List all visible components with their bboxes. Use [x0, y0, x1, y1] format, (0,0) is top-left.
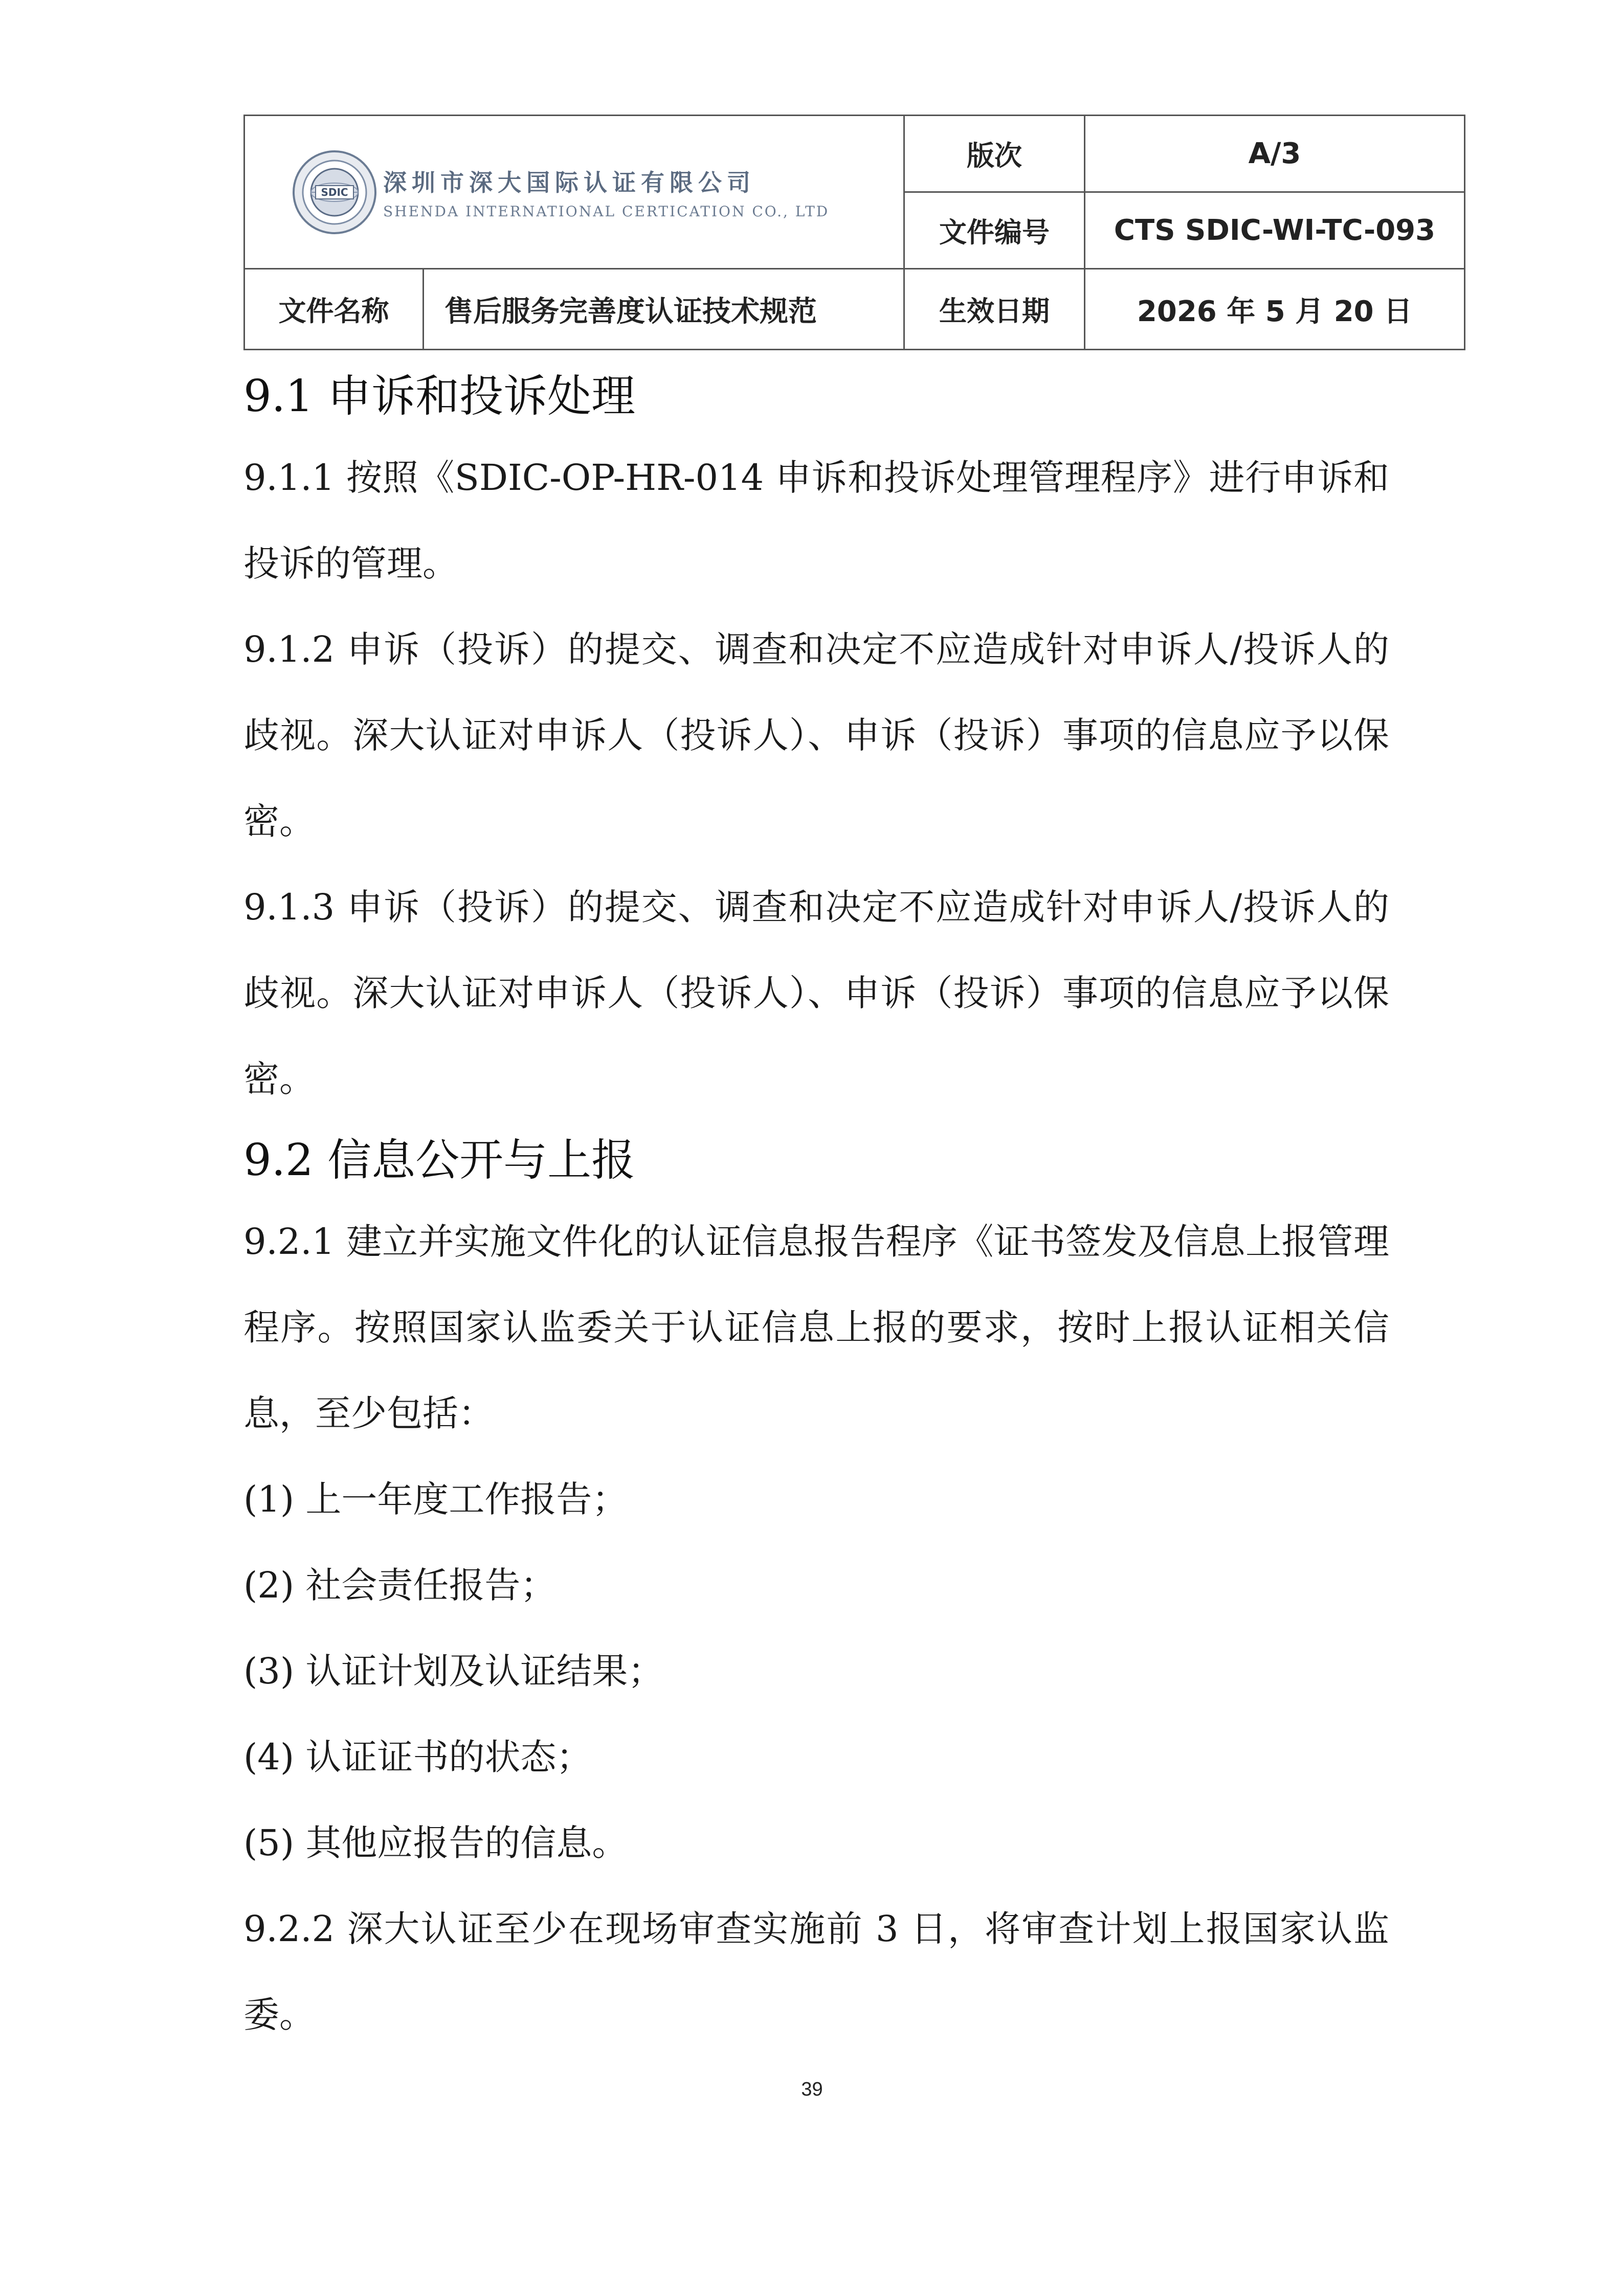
list-item: (4) 认证证书的状态；	[243, 1736, 592, 1778]
paragraph-9-1-2: 9.1.2 申诉（投诉）的提交、调查和决定不应造成针对申诉人/投诉人的歧视。深大认证对申诉人（投诉人）、申诉（投诉）事项的信息应予以保密。	[243, 628, 1389, 842]
effective-date-label: 生效日期	[904, 269, 1085, 350]
version-value: A/3	[1085, 116, 1465, 192]
doc-number-value: CTS SDIC-WI-TC-093	[1085, 192, 1465, 269]
effective-date-value: 2026 年 5 月 20 日	[1085, 269, 1465, 350]
company-name-cn: 深圳市深大国际认证有限公司	[383, 169, 755, 196]
sdic-emblem-icon	[291, 149, 378, 236]
paragraph-9-2-1: 9.2.1 建立并实施文件化的认证信息报告程序《证书签发及信息上报管理程序。按照国家认监委关于认证信息上报的要求，按时上报认证相关信息，至少包括：	[243, 1221, 1389, 1434]
list-item: (1) 上一年度工作报告；	[243, 1478, 628, 1520]
paragraph-9-1-1: 9.1.1 按照《SDIC-OP-HR-014 申诉和投诉处理管理程序》进行申诉和投诉的管理。	[243, 457, 1389, 584]
document-body	[243, 358, 1389, 2058]
section-heading-9-2: 9.2 信息公开与上报	[243, 1135, 636, 1186]
version-label: 版次	[904, 116, 1085, 192]
paragraph-9-1-3: 9.1.3 申诉（投诉）的提交、调查和决定不应造成针对申诉人/投诉人的歧视。深大认证对申诉人（投诉人）、申诉（投诉）事项的信息应予以保密。	[243, 886, 1389, 1100]
section-heading-9-1: 9.1 申诉和投诉处理	[243, 371, 636, 422]
company-logo-cell	[244, 116, 904, 269]
paragraph-9-2-2: 9.2.2 深大认证至少在现场审查实施前 3 日，将审查计划上报国家认监委。	[243, 1908, 1389, 2036]
emblem-text: SDIC	[321, 186, 348, 198]
company-logo	[245, 116, 903, 268]
list-item: (5) 其他应报告的信息。	[243, 1822, 628, 1864]
doc-number-label: 文件编号	[904, 192, 1085, 269]
list-item: (2) 社会责任报告；	[243, 1564, 557, 1606]
document-header-table	[243, 115, 1465, 350]
company-name-en: SHENDA INTERNATIONAL CERTICATION CO., LTD	[383, 203, 830, 220]
doc-name-label: 文件名称	[244, 269, 424, 350]
page-number: 39	[801, 2079, 823, 2100]
doc-name-value: 售后服务完善度认证技术规范	[424, 269, 904, 350]
list-item: (3) 认证计划及认证结果；	[243, 1650, 664, 1692]
